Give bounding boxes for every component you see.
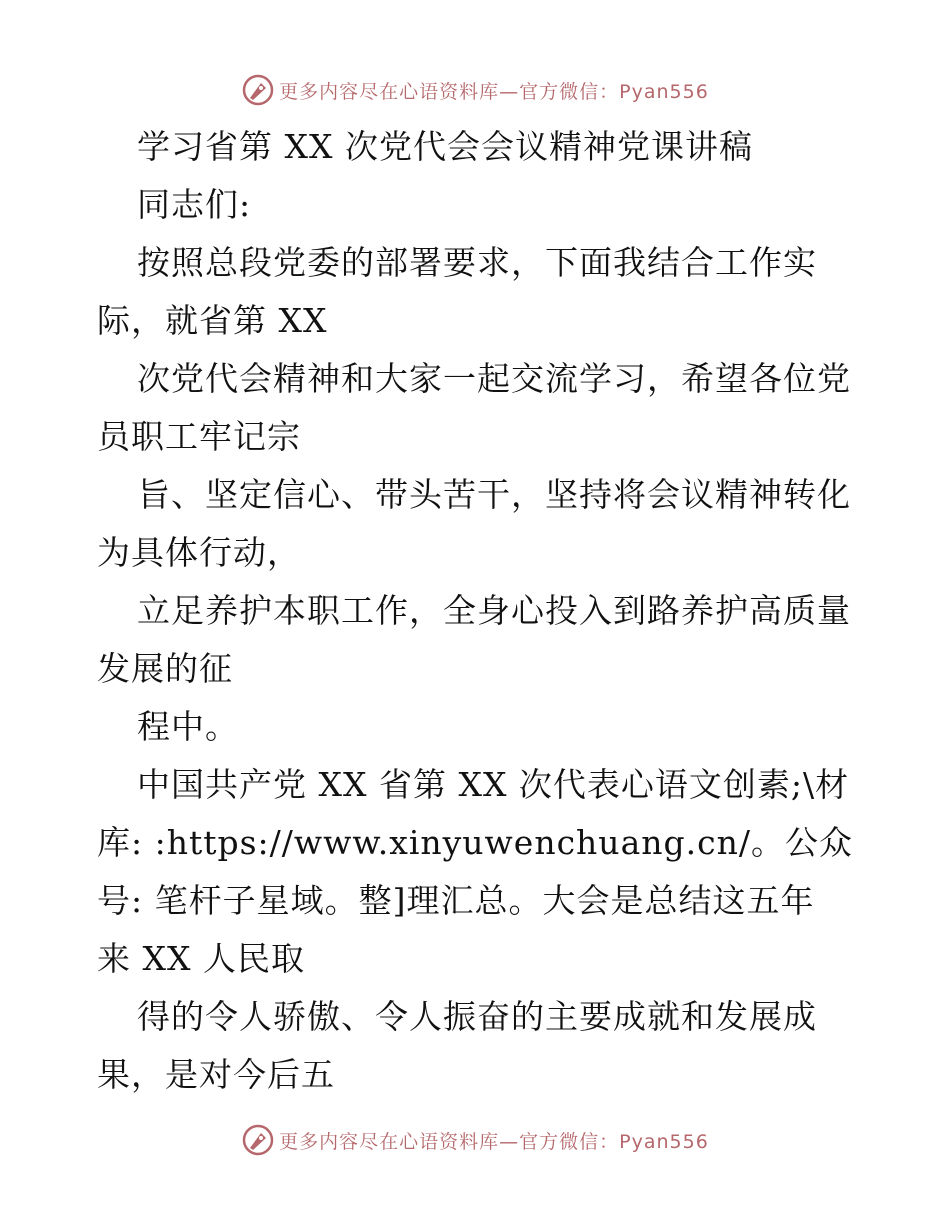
banner-text: 更多内容尽在心语资料库—官方微信：Pyan556: [279, 1130, 709, 1153]
salutation: 同志们:: [137, 185, 252, 224]
pen-nib-logo-icon: [241, 73, 275, 107]
banner-text: 更多内容尽在心语资料库—官方微信：Pyan556: [279, 80, 709, 103]
footer-banner: [0, 1120, 950, 1160]
text-line: 为具体行动，: [97, 533, 301, 572]
text-line: 员职工牢记宗: [97, 417, 301, 456]
document-title: 学习省第 XX 次党代会会议精神党课讲稿: [137, 127, 753, 166]
text-line: 次党代会精神和大家一起交流学习，希望各位党: [137, 359, 851, 398]
text-line: 果，是对今后五: [97, 1055, 335, 1094]
text-line: 发展的征: [97, 649, 233, 688]
text-line: 程中。: [137, 707, 239, 746]
text-line: 中国共产党 XX 省第 XX 次代表心语文创素;\材: [137, 765, 850, 804]
text-line: 号: 笔杆子星域。整]理汇总。大会是总结这五年: [97, 881, 815, 920]
header-banner: [0, 70, 950, 110]
pen-nib-logo-icon: [241, 1123, 275, 1157]
text-line: 际，就省第 XX: [97, 301, 328, 340]
text-line: 得的令人骄傲、令人振奋的主要成就和发展成: [137, 997, 817, 1036]
text-line: 旨、坚定信心、带头苦干，坚持将会议精神转化: [137, 475, 851, 514]
document-body: [97, 118, 887, 1104]
text-line: 按照总段党委的部署要求，下面我结合工作实: [137, 243, 817, 282]
text-line: 立足养护本职工作，全身心投入到路养护高质量: [137, 591, 851, 630]
text-line: 库: :https://www.xinyuwenchuang.cn/。公众: [97, 823, 853, 862]
text-line: 来 XX 人民取: [97, 939, 305, 978]
